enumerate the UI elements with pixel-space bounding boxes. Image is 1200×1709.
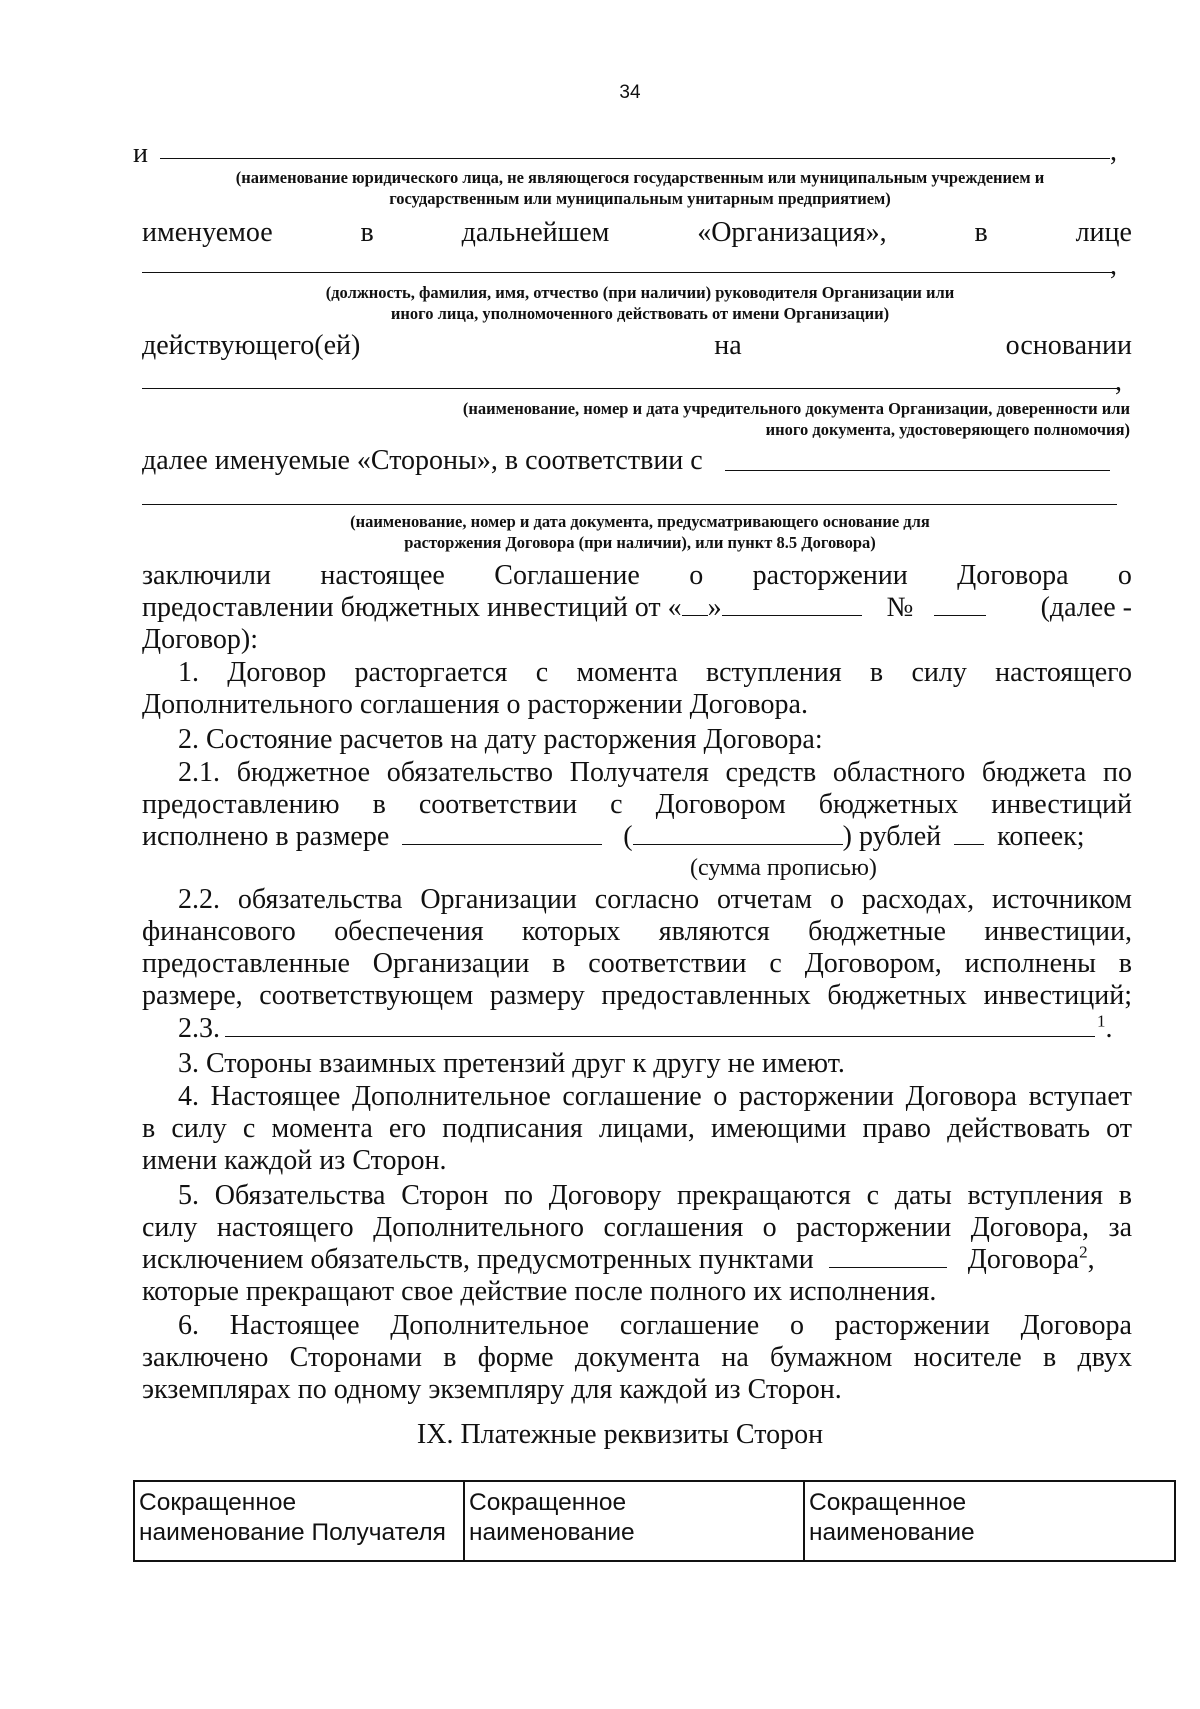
blank-date [722,593,862,616]
item-4-line-3: имени каждой из Сторон. [142,1145,447,1176]
blank-amount-words [633,822,843,845]
word: 1. [178,657,199,688]
word: Соглашение [494,560,640,591]
head-name-line [142,272,1112,273]
word: расторжении [752,560,908,591]
word: на [714,330,742,361]
cell-line: Сокращенное [469,1489,627,1516]
basis-doc-line-2 [142,504,1117,505]
caption-basis-2: иного документа, удостоверяющего полномочия) [765,420,1130,439]
text: ( [623,821,633,852]
blank-amount [402,822,602,845]
text: копеек; [997,821,1085,852]
item-2-3-line [225,1036,1095,1037]
cell-line: наименование [469,1519,635,1546]
basis-line [142,388,1117,389]
caption-doc-2: расторжения Договора (при наличии), или пункт 8.5 Договора) [404,533,876,552]
caption-head-2: иного лица, уполномоченного действовать от имени Организации) [390,304,890,323]
table-row [134,1481,1175,1561]
item-4-line-1: 4. Настоящее Дополнительное соглашение о расторжении Договора вступает [178,1081,1132,1112]
item-5-line-2: силу настоящего Дополнительного соглашения о расторжении Договора, за [142,1212,1132,1243]
item-6-line-3: экземплярах по одному экземпляру для каждой из Сторон. [142,1374,842,1405]
word: в [869,657,884,688]
text: ) рублей [842,821,942,852]
section-heading: IX. Платежные реквизиты Сторон [416,1419,824,1450]
item-2-2-line-3: предоставленные Организации в соответствии с Договором, исполнены в [142,948,1132,979]
item-2-1-line-1: 2.1. бюджетное обязательство Получателя средств областного бюджета по [178,757,1132,788]
item-2-3-end [1097,1013,1113,1045]
blank-clauses [829,1245,947,1268]
word: момента [576,657,678,688]
item-3: 3. Стороны взаимных претензий друг к другу не имеют. [178,1048,845,1079]
item-5-line-4: которые прекращают свое действие после полного их исполнения. [142,1276,937,1307]
item-1-line-2: Дополнительного соглашения о расторжении Договора. [142,689,808,720]
word: действующего(ей) [142,330,361,361]
cell-line: Сокращенное [139,1489,297,1516]
text: , [1087,1244,1095,1275]
word: настоящего [995,657,1132,688]
named-line [142,217,1132,249]
and-letter: и [133,138,148,169]
item-1-line-1 [178,657,1132,689]
table-cell [134,1481,464,1561]
caption-amount-words: (сумма прописью) [690,855,877,881]
requisites-table [133,1480,1176,1562]
parties-text: далее именуемые «Стороны», в соответствии с [142,445,703,476]
word: основании [1005,330,1132,361]
item-2-2-line-4: размере, соответствующем размеру предоставленных бюджетных инвестиций; [142,980,1132,1011]
text: » [707,592,722,623]
item-2: 2. Состояние расчетов на дату расторжения Договора: [178,724,823,755]
word: лице [1075,217,1132,248]
comma: , [1110,136,1117,167]
word: «Организация», [697,217,887,248]
caption-basis-1: (наименование, номер и дата учредительного документа Организации, доверенности или [462,399,1130,418]
concluded-line-3: Договор): [142,624,259,655]
word: вступления [706,657,842,688]
word: дальнейшем [461,217,610,248]
number-sign: № [886,592,914,623]
item-6-line-1: 6. Настоящее Дополнительное соглашение о расторжении Договора [178,1310,1132,1341]
word: заключили [142,560,271,591]
item-4-line-2: в силу с момента его подписания лицами, имеющими право действовать от [142,1113,1132,1144]
page-number: 34 [619,82,641,103]
comma: , [1110,250,1117,281]
item-2-1-line-3 [142,821,1132,853]
item-2-1-line-2: предоставлению в соответствии с Договором бюджетных инвестиций [142,789,1132,820]
item-5-line-3 [142,1244,1132,1276]
cell-line: наименование [809,1519,975,1546]
caption-org-2: государственным или муниципальным унитарным предприятием) [389,189,891,208]
footnote-ref: 1 [1097,1011,1106,1031]
word: именуемое [142,217,273,248]
item-2-2-line-2: финансового обеспечения которых являются бюджетные инвестиции, [142,916,1132,947]
text: предоставлении бюджетных инвестиций от « [142,592,682,623]
item-5-line-1: 5. Обязательства Сторон по Договору прекращаются с даты вступления в [178,1180,1132,1211]
caption-head-1: (должность, фамилия, имя, отчество (при наличии) руководителя Организации или [325,283,955,302]
blank-number [934,593,986,616]
cell-line: Сокращенное [809,1489,967,1516]
word: силу [911,657,967,688]
comma: , [1115,366,1122,397]
word: в [360,217,374,248]
word: в [974,217,988,248]
footnote-ref: 2 [1079,1242,1088,1262]
word: расторгается [354,657,508,688]
cell-line: наименование Получателя [139,1519,446,1546]
blank-kopecks [954,822,984,845]
text: исполнено в размере [142,821,390,852]
acting-line [142,330,1132,362]
word: с [535,657,549,688]
table-cell [464,1481,804,1561]
blank-day [682,593,708,616]
caption-doc-1: (наименование, номер и дата документа, предусматривающего основание для [350,512,930,531]
text: (далее - [1040,592,1132,623]
word: о [689,560,704,591]
word: настоящее [320,560,445,591]
caption-org-1: (наименование юридического лица, не являющегося государственным или муниципальным учреждением и [235,168,1045,187]
word: Договора [957,560,1069,591]
word: Договор [227,657,327,688]
word: о [1117,560,1132,591]
concluded-line-2 [142,592,1132,624]
org-name-line [160,158,1110,159]
item-2-2-line-1: 2.2. обязательства Организации согласно отчетам о расходах, источником [178,884,1132,915]
item-2-3-label: 2.3. [178,1013,220,1044]
text: . [1105,1013,1113,1044]
item-6-line-2: заключено Сторонами в форме документа на бумажном носителе в двух [142,1342,1132,1373]
concluded-line-1 [142,560,1132,592]
text: Договора [967,1244,1080,1275]
table-cell [804,1481,1175,1561]
basis-doc-line [725,470,1110,471]
text: исключением обязательств, предусмотренных пунктами [142,1244,814,1275]
